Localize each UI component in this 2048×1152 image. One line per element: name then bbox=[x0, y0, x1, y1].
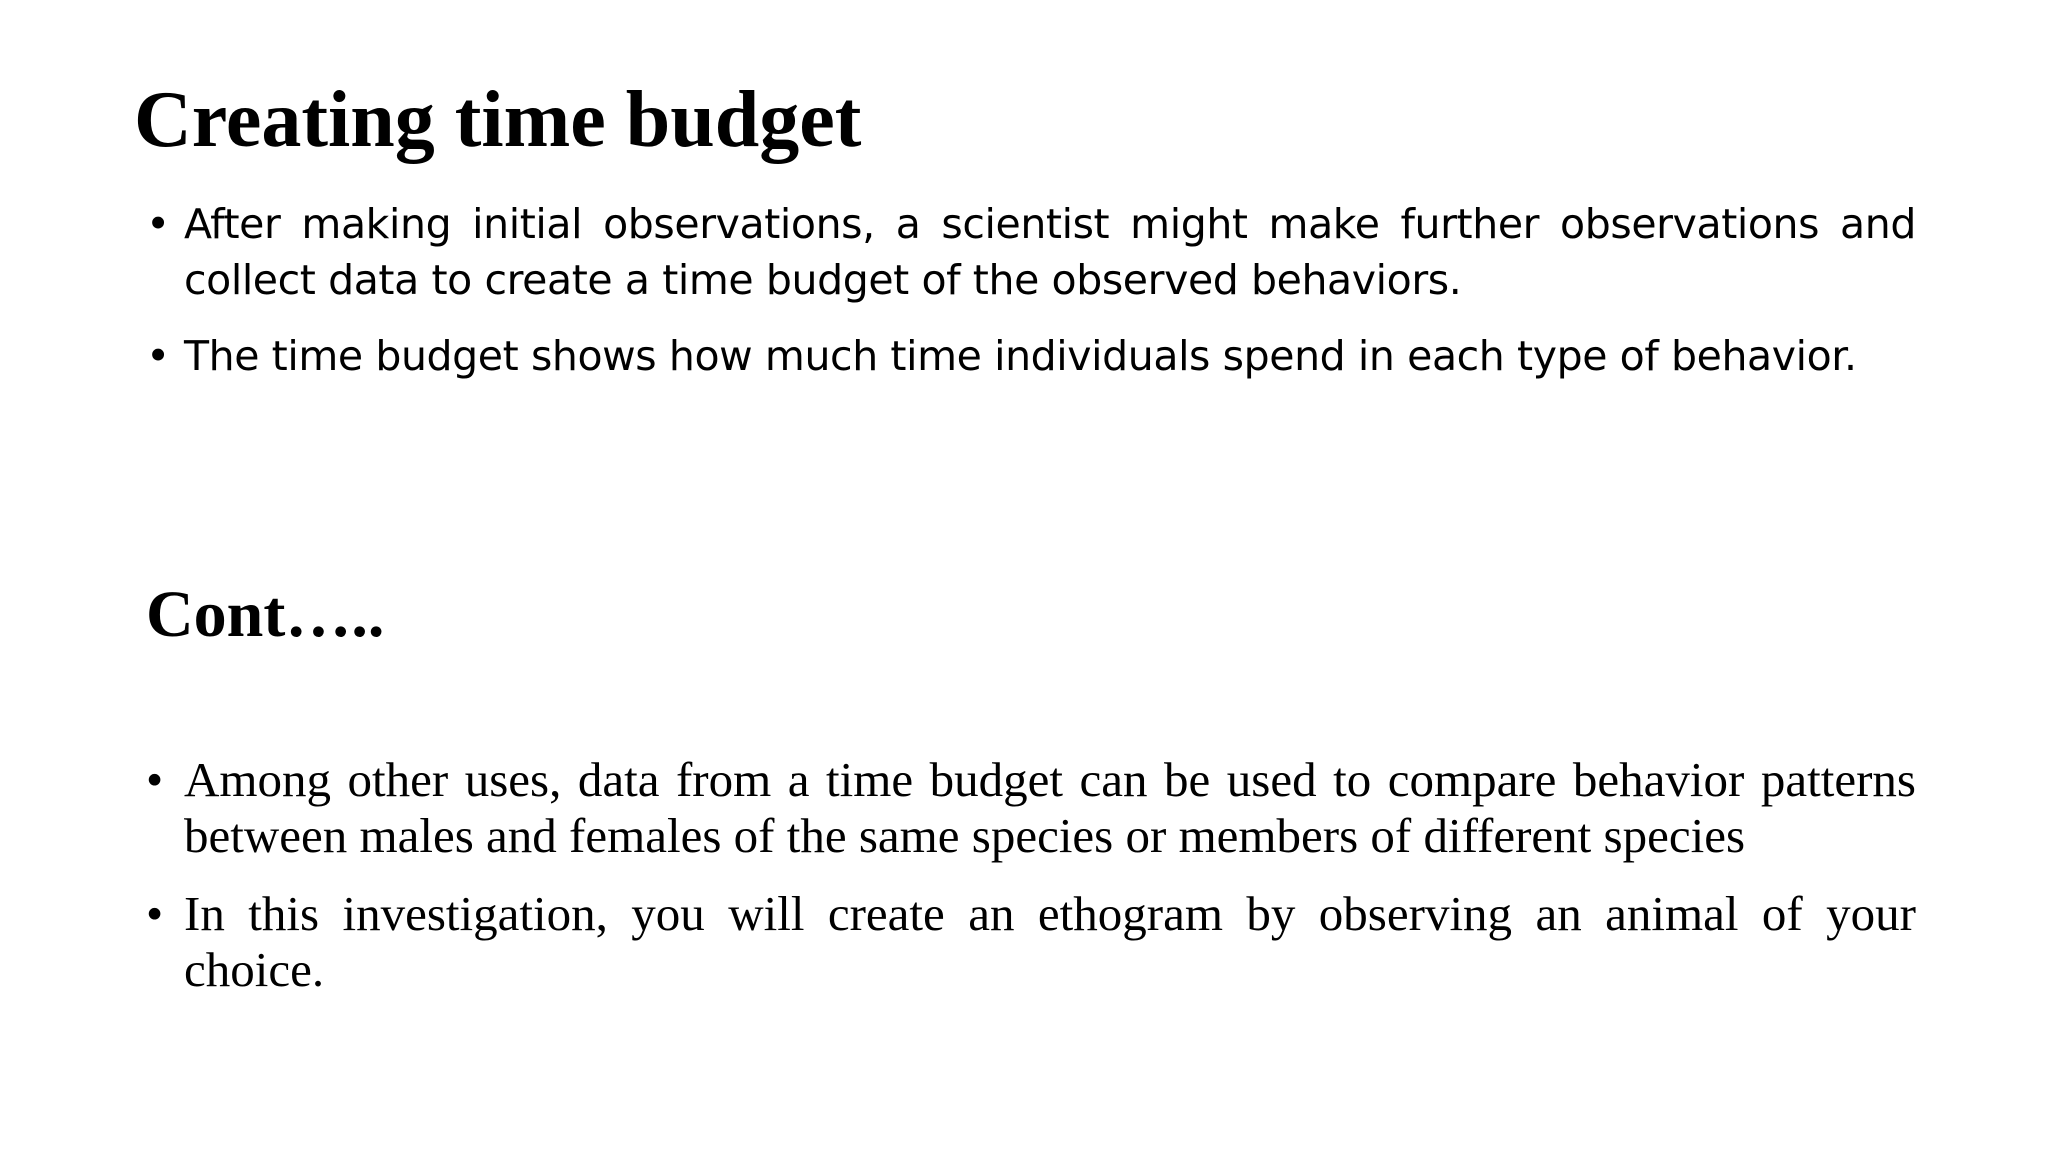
bullet-list-bottom bbox=[146, 752, 1916, 1020]
bullet-icon: • bbox=[146, 752, 164, 807]
section-heading: Cont….. bbox=[146, 578, 385, 651]
bullet-icon: • bbox=[146, 200, 170, 248]
bullet-text: The time budget shows how much time individuals spend in each type of behavior. bbox=[184, 332, 1857, 380]
bullet-item bbox=[146, 886, 1916, 998]
bullet-icon: • bbox=[146, 886, 164, 941]
bullet-icon: • bbox=[146, 332, 170, 380]
bullet-list-top bbox=[146, 196, 1916, 404]
slide-title: Creating time budget bbox=[134, 76, 862, 164]
bullet-item bbox=[146, 752, 1916, 864]
bullet-text: In this investigation, you will create an ethogram by observing an animal of your choice. bbox=[184, 886, 1916, 997]
bullet-item bbox=[146, 328, 1916, 384]
bullet-text: After making initial observations, a scientist might make further observations and collect data to create a time budget of the observed behaviors. bbox=[184, 200, 1916, 304]
bullet-text: Among other uses, data from a time budget can be used to compare behavior patterns between males and females of the same species or members of different species bbox=[184, 752, 1916, 863]
bullet-item bbox=[146, 196, 1916, 308]
